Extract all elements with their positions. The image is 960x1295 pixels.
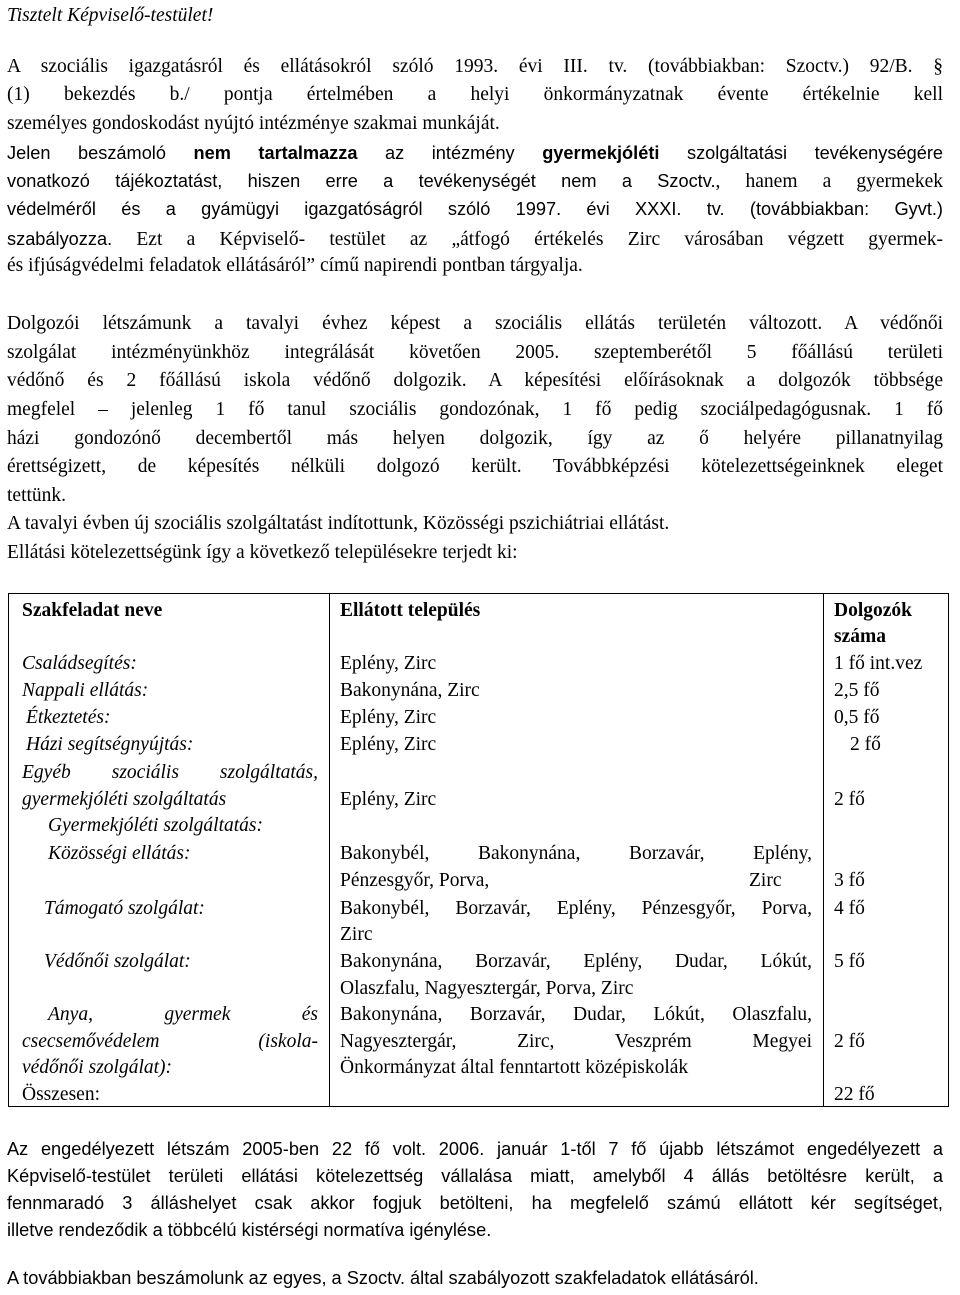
para1-line3: személyes gondoskodást nyújtó intézménye szakmai munkáját.	[7, 113, 500, 134]
row5-place: Eplény, Zirc	[340, 789, 437, 810]
row4-place: Eplény, Zirc	[340, 734, 437, 755]
row6-place-line2a: Pénzesgyőr, Porva,	[340, 870, 490, 891]
row4-name: Házi segítségnyújtás:	[26, 734, 194, 755]
closing-sentence: A továbbiakban beszámolunk az egyes, a Szoctv. által szabályozott szakfeladatok ellátásáról.	[7, 1268, 759, 1288]
para2-l4-sans: szabályozza.	[7, 229, 113, 249]
row9-count: 2 fő	[834, 1031, 865, 1052]
row4-count: 2 fő	[850, 734, 881, 755]
para3-line7: tettünk.	[7, 485, 67, 506]
row7-place-line1: Bakonybél, Borzavár, Eplény, Pénzesgyőr, Porva,	[340, 898, 812, 919]
row9-place-line3: Önkormányzat által fenntartott középiskolák	[340, 1057, 689, 1078]
row1-count: 1 fő int.vez	[834, 653, 923, 674]
header-settlement: Ellátott település	[340, 600, 481, 621]
para4-line2: Képviselő-testület területi ellátási kötelezettség vállalása miatt, amelyből 4 állás betöltésre került, a	[7, 1166, 943, 1186]
row6-place-line1: Bakonybél, Bakonynána, Borzavár, Eplény,	[340, 843, 812, 864]
para4-line1: Az engedélyezett létszám 2005-ben 22 fő volt. 2006. január 1-től 7 fő újabb létszámot engedélyezett a	[7, 1139, 943, 1159]
para2-line5: és ifjúságvédelmi feladatok ellátásáról” című napirendi pontban tárgyalja.	[7, 255, 583, 276]
row2-name: Nappali ellátás:	[22, 680, 149, 701]
table-border-bottom	[8, 1106, 949, 1107]
para2-l4-serif: Ezt a Képviselő- testület az „átfogó értékelés Zirc városában végzett gyermek-	[136, 229, 943, 250]
para3-line6: érettségizett, de képesítés nélküli dolgozó került. Továbbképzési kötelezettségeinknek eleget	[7, 456, 943, 477]
para1-line1: A szociális igazgatásról és ellátásokról szóló 1993. évi III. tv. (továbbiakban: Szoctv.) 92/B. §	[7, 56, 943, 77]
table-border-left	[8, 593, 9, 1107]
para3-line4: megfelel – jelenleg 1 fő tanul szociális gondozónak, 1 fő pedig szociálpedagógusnak. 1 fő	[7, 399, 943, 420]
para2-l1-bold-2: gyermekjóléti	[542, 143, 660, 163]
row8-count: 5 fő	[834, 951, 865, 972]
salutation: Tisztelt Képviselő-testület!	[7, 5, 214, 26]
para2-l1-c: az intézmény	[357, 143, 543, 163]
row8-place-line2: Olaszfalu, Nagyesztergár, Porva, Zirc	[340, 978, 634, 999]
row3-count: 0,5 fő	[834, 707, 880, 728]
staff-table	[8, 593, 949, 1107]
row2-place: Bakonynána, Zirc	[340, 680, 480, 701]
row2-count: 2,5 fő	[834, 680, 880, 701]
para1-line2: (1) bekezdés b./ pontja értelmében a helyi önkormányzatnak évente értékelnie kell	[7, 84, 943, 105]
header-task-name: Szakfeladat neve	[22, 600, 163, 621]
para2-l2-sans: vonatkozó tájékoztatást, hiszen erre a tevékenységét nem a Szoctv.	[7, 171, 716, 191]
row1-place: Eplény, Zirc	[340, 653, 437, 674]
row5-name-line2: gyermekjóléti szolgáltatás	[22, 789, 227, 810]
row6-count: 3 fő	[834, 870, 865, 891]
para2-l1-e: szolgáltatási tevékenységére	[659, 143, 943, 163]
table-border-top	[8, 593, 949, 594]
row3-name: Étkeztetés:	[26, 707, 111, 728]
para3-line5: házi gondozónő decembertől más helyen dolgozik, így az ő helyére pillanatnyilag	[7, 428, 943, 449]
para3-line1: Dolgozói létszámunk a tavalyi évhez képest a szociális ellátás területén változott. A védőnői	[7, 313, 943, 334]
total-count: 22 fő	[834, 1084, 875, 1105]
table-col-divider-2	[823, 593, 824, 1107]
para2-l1-a: Jelen beszámoló	[7, 143, 194, 163]
row1-name: Családsegítés:	[22, 653, 137, 674]
header-staff-count-1: Dolgozók	[834, 600, 912, 621]
table-border-right	[948, 593, 949, 1107]
row8-place-line1: Bakonynána, Borzavár, Eplény, Dudar, Lókút,	[340, 951, 812, 972]
para2-l2-serif: , hanem a gyermekek	[715, 171, 943, 192]
para4-line4: illetve rendeződik a többcélú kistérségi normatíva igénylése.	[7, 1220, 492, 1240]
para2-line4	[7, 226, 943, 253]
table-col-divider-1	[329, 593, 330, 1107]
header-staff-count-2: száma	[834, 626, 886, 647]
row9-name-line2: csecsemővédelem (iskola-	[22, 1031, 318, 1052]
para3-line9: Ellátási kötelezettségünk így a következő településekre terjedt ki:	[7, 542, 518, 563]
row6-place-line2b: Zirc	[749, 870, 782, 891]
row5-name-line3: Gyermekjóléti szolgáltatás:	[48, 815, 264, 836]
para2-l1-bold-1: nem tartalmazza	[193, 143, 358, 163]
row3-place: Eplény, Zirc	[340, 707, 437, 728]
para3-line8: A tavalyi évben új szociális szolgáltatást indítottunk, Közösségi pszichiátriai ellátást.	[7, 513, 670, 534]
row5-count: 2 fő	[834, 789, 865, 810]
para3-line2: szolgálat intézményünkhöz integrálását követően 2005. szeptemberétől 5 főállású területi	[7, 342, 943, 363]
para2-line2	[7, 168, 943, 195]
row9-name-line3: védőnői szolgálat):	[22, 1057, 173, 1078]
para4-line3: fennmaradó 3 álláshelyet csak akkor fogjuk betölteni, ha megfelelő számú ellátott kér segítséget,	[7, 1193, 943, 1213]
row9-place-line1: Bakonynána, Borzavár, Dudar, Lókút, Olaszfalu,	[340, 1004, 812, 1025]
row9-name-line1: Anya, gyermek és	[48, 1004, 318, 1025]
row7-place-line2: Zirc	[340, 924, 373, 945]
para2-line3: védelméről és a gyámügyi igazgatóságról szóló 1997. évi XXXI. tv. (továbbiakban: Gyvt.)	[7, 199, 943, 219]
row9-place-line2: Nagyesztergár, Zirc, Veszprém Megyei	[340, 1031, 812, 1052]
total-label: Összesen:	[22, 1084, 100, 1105]
row8-name: Védőnői szolgálat:	[44, 951, 191, 972]
row7-name: Támogató szolgálat:	[44, 898, 205, 919]
para2-line1	[7, 140, 943, 166]
para3-line3: védőnő és 2 főállású iskola védőnő dolgozik. A képesítési előírásoknak a dolgozók többsége	[7, 370, 943, 391]
row6-name: Közösségi ellátás:	[48, 843, 191, 864]
row5-name-line1: Egyéb szociális szolgáltatás,	[22, 762, 318, 783]
row7-count: 4 fő	[834, 898, 865, 919]
